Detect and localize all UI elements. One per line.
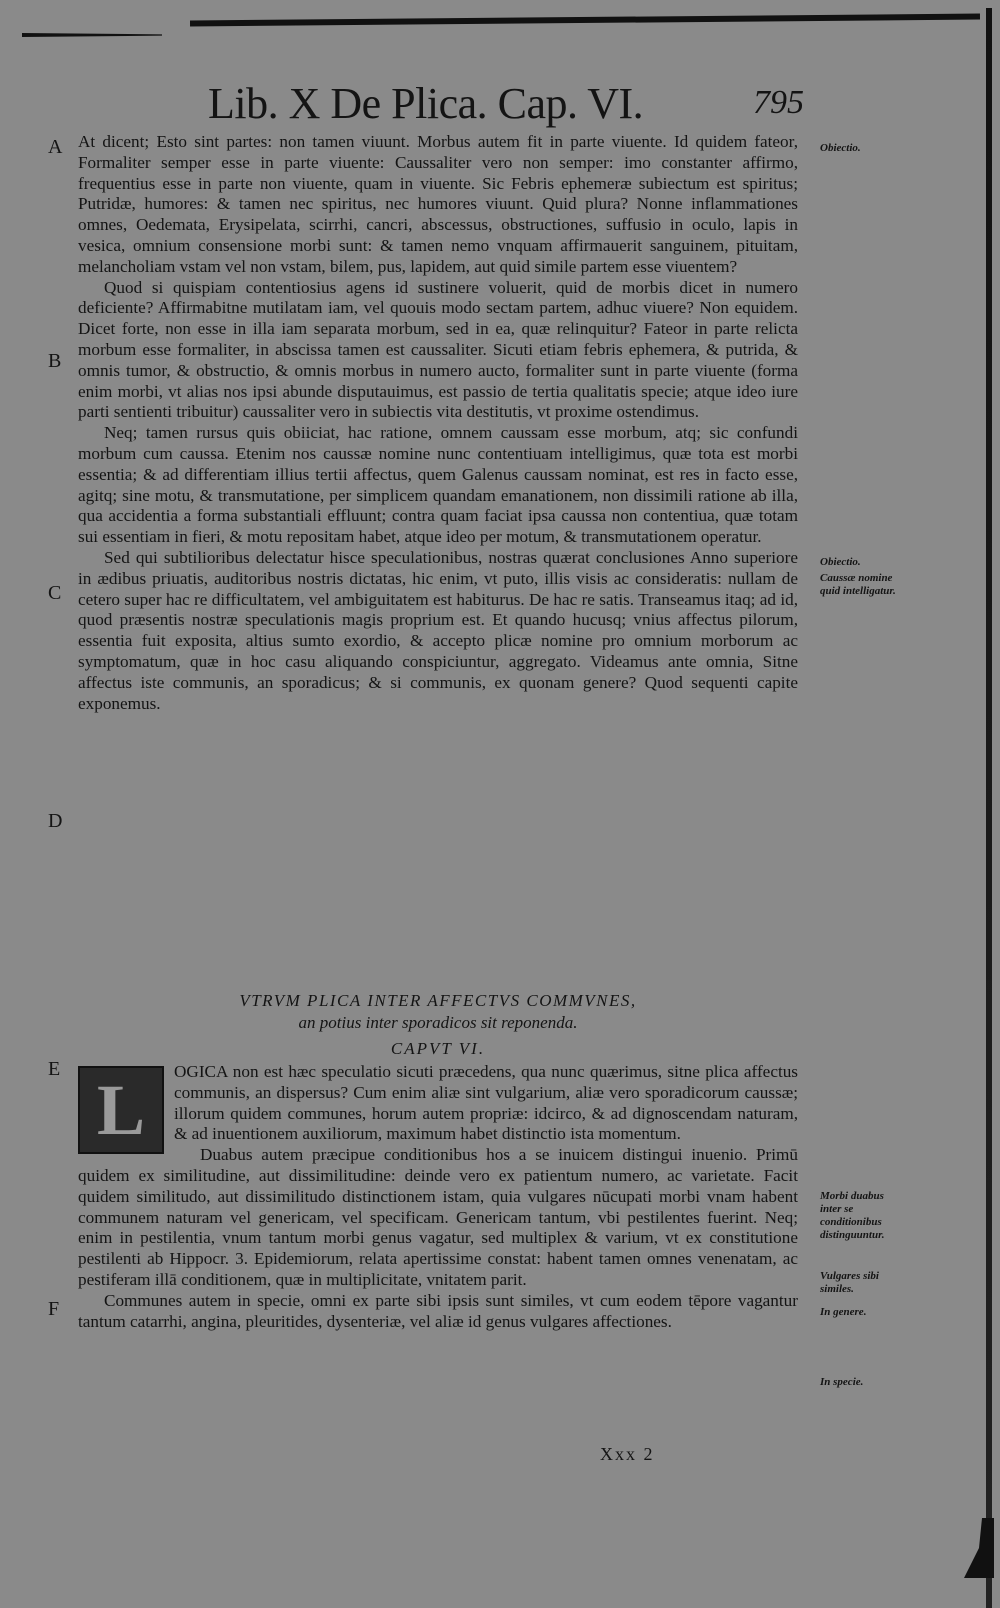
paragraph: At dicent; Esto sint partes: non tamen viuunt. Morbus autem fit in parte viuente. Id quidem fateor, Formaliter semper esse in parte viuente: Caussaliter vero non semper: imo constanter affirmo, frequentius esse in parte non viuente, quam in viuente. Sic Febris ephemeræ subiectum est spiritus; Putridæ, humores: & tamen nec spiritus, nec humores viuunt. Quid plura? Nonne inflammationes omnes, Oedemata, Erysipelata, scirrhi, cancri, abscessus, obstructiones, suffusio in oculo, lapis in vesica, omnium consensione morbi sunt: & tamen nemo vnquam affirmauerit sanguinem, pituitam, melancholiam vstam vel non vstam, bilem, pus, lapidem, aut quid simile partem esse viuentem? [78,132,798,276]
page-edge [986,8,992,1608]
margin-note: In genere. [820,1306,867,1318]
chapter-text [78,1062,798,1332]
margin-note: Obiectio. [820,556,861,568]
top-rule [190,14,980,27]
main-text [78,132,798,714]
chapter-heading-line2: an potius inter sporadicos sit reponenda. [298,1013,578,1032]
section-marker-c: C [48,582,62,604]
page-number: 795 [753,84,804,121]
paragraph: OGICA non est hæc speculatio sicuti præcedens, qua nunc quærimus, sitne plica affectus communis, an dispersus? Cum enim aliæ sint vulgarium, aliæ vero sporadicorum caussæ; illorum quidem communes, horum autem propriæ: idcirco, & ad dignoscendam naturam, & ad inuentionem auxiliorum, maximum habet distinctio ista momentum. [174,1062,798,1144]
section-marker-e: E [48,1058,61,1080]
paragraph: Sed qui subtilioribus delectatur hisce speculationibus, nostras quærat conclusiones Anno superiore in ædibus priuatis, auditoribus nostris dictatas, hic enim, vt puto, illis visis ac consideratis: nullam de cetero super hac re difficultatem, vel ambiguitatem est habiturus. De hac re satis. Transeamus itaq; ad id, quod præsentis nostræ speculationis magis proprium est. Et quando hucusq; vnius affectus pilorum, essentia fuit exposita, altius sumto exordio, & accepto plicæ nomine pro omnium morborum ac symptomatum, quæ in hoc casu aliquando conspiciuntur, aggregato. Videamus ante omnia, Sitne affectus iste communis, an sporadicus; & si communis, ex quonam genere? Quod sequenti capite exponemus. [78,547,798,713]
margin-note: Caussæ nomine quid intelligatur. [820,572,896,597]
paragraph: Quod si quispiam contentiosius agens id sustinere voluerit, quid de morbis dicet in numero deficiente? Affirmabitne mutilatam iam, vel quouis modo sectam partem, adhuc viuere? Non equidem. Dicet forte, non esse in illa iam separata morbum, sed in ea, quæ relinquitur? Fateor in parte relicta morbum esse formaliter, in abscissa tamen est caussaliter. Sicuti etiam febris ephemera, & putrida, & omnis tumor, & obstructio, & omnis morbus in numero aucto, formaliter sunt in parte viuente (forma enim morbi, vt alias nos ipsi abunde disputauimus, est passio de tertia qualitatis specie; atque ideo iure parti sentienti tribuitur) caussaliter vero in subiectis vita destitutis, vt proxime ostendimus. [78,277,798,422]
margin-note: In specie. [820,1376,864,1388]
section-marker-a: A [48,136,63,158]
margin-note: Vulgares sibi similes. [820,1270,879,1295]
margin-note: Morbi duabus inter se conditionibus distinguuntur. [820,1190,885,1241]
chapter-number: CAPVT VI. [390,1039,486,1058]
paragraph: Duabus autem præcipue conditionibus hos a se inuicem distingui inuenio. Primū quidem ex similitudine, aut dissimilitudine: deinde vero ex patientum numero, ac varietate. Facit quidem similitudo, aut dissimilitudo distinctionem istam, quia vulgares nūcupati morbi vnam habent communem naturam vel genericam, vel specificam. Genericam tantum, vbi pestilentes fuerint. Neq; enim in pestilentia, vnum tantum morbi genus vagatur, sed multiplex & varium, vt ex constitutione pestilenti ab Hippocr. 3. Epidemiorum, relata apertissime constat: habent tamen omnes venenatam, ac pestiferam illā conditionem, quæ in multiplicitate, vnitatem parit. [78,1145,798,1289]
section-marker-d: D [48,810,63,832]
paragraph: Communes autem in specie, omni ex parte sibi ipsis sunt similes, vt cum eodem tēpore vagantur tantum catarrhi, angina, pleuritides, dysenteriæ, vel aliæ id genus vulgares affectiones. [78,1290,798,1331]
section-marker-f: F [48,1298,60,1320]
chapter-heading-line1: VTRVM PLICA INTER AFFECTVS COMMVNES, [239,991,637,1010]
left-ornament-rule [22,33,162,37]
section-marker-b: B [48,350,62,372]
paragraph: Neq; tamen rursus quis obiiciat, hac ratione, omnem caussam esse morbum, atq; sic confundi morbum cum caussa. Etenim nos caussæ nomine nunc contentiuam intelligimus, quæ tota est morbi essentia; & ad differentiam illius tertii affectus, quem Galenus caussam nominat, est res in facto esse, agitq; sine motu, & transmutatione, per simplicem quandam emanationem, non dissimili ratione ab illa, qua accidentia a forma substantiali effluunt; contra quam faciat ipsa caussa non contentiua, quæ totam sui essentiam in fieri, & motu repositam habet, atque ideo per motum, & transmutationem operatur. [78,423,798,547]
running-title: Lib. X De Plica. Cap. VI. [208,79,644,128]
corner-mark [964,1518,994,1578]
signature-mark: Xxx 2 [600,1444,655,1464]
decorated-initial: L [78,1066,164,1154]
running-header [208,78,828,138]
margin-note: Obiectio. [820,142,861,154]
